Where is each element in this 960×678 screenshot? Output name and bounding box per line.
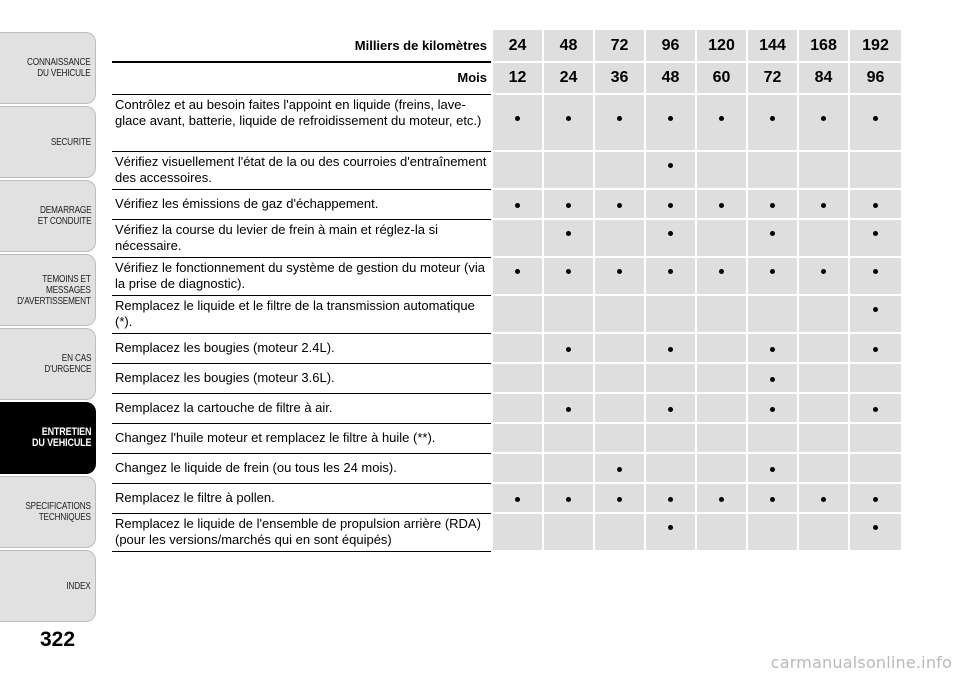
schedule-cell	[747, 219, 798, 257]
service-required-dot-icon	[821, 116, 826, 121]
service-description: Remplacez le liquide et le filtre de la transmission automatique (*).	[112, 295, 492, 333]
schedule-cell	[492, 94, 543, 151]
schedule-cell	[696, 257, 747, 295]
service-required-dot-icon	[873, 203, 878, 208]
schedule-cell	[849, 151, 902, 189]
schedule-cell	[492, 513, 543, 551]
schedule-cell	[849, 513, 902, 551]
service-required-dot-icon	[566, 231, 571, 236]
schedule-cell	[645, 295, 696, 333]
table-row	[112, 333, 902, 363]
service-required-dot-icon	[873, 231, 878, 236]
service-required-dot-icon	[668, 203, 673, 208]
schedule-cell	[492, 219, 543, 257]
schedule-cell	[645, 423, 696, 453]
service-required-dot-icon	[566, 407, 571, 412]
schedule-cell	[798, 423, 849, 453]
schedule-cell	[543, 151, 594, 189]
header-month-value: 60	[696, 62, 747, 94]
schedule-cell	[543, 333, 594, 363]
table-row	[112, 423, 902, 453]
schedule-cell	[594, 219, 645, 257]
schedule-cell	[696, 219, 747, 257]
service-required-dot-icon	[515, 203, 520, 208]
service-required-dot-icon	[770, 231, 775, 236]
header-km-value: 144	[747, 30, 798, 62]
schedule-cell	[594, 363, 645, 393]
header-months-label: Mois	[112, 62, 492, 94]
schedule-cell	[849, 189, 902, 219]
schedule-cell	[492, 295, 543, 333]
header-km-value: 24	[492, 30, 543, 62]
tab-label: EN CAS D'URGENCE	[43, 353, 91, 375]
service-required-dot-icon	[617, 203, 622, 208]
schedule-cell	[798, 483, 849, 513]
schedule-cell	[849, 483, 902, 513]
tab-label: INDEX	[66, 580, 91, 592]
schedule-cell	[645, 94, 696, 151]
schedule-cell	[798, 513, 849, 551]
header-km-value: 168	[798, 30, 849, 62]
service-required-dot-icon	[770, 497, 775, 502]
service-required-dot-icon	[566, 269, 571, 274]
schedule-cell	[747, 453, 798, 483]
schedule-cell	[543, 483, 594, 513]
service-required-dot-icon	[617, 467, 622, 472]
schedule-cell	[747, 393, 798, 423]
schedule-cell	[594, 393, 645, 423]
schedule-cell	[747, 483, 798, 513]
schedule-cell	[492, 453, 543, 483]
schedule-cell	[594, 333, 645, 363]
service-required-dot-icon	[719, 116, 724, 121]
service-required-dot-icon	[515, 116, 520, 121]
schedule-cell	[594, 513, 645, 551]
table-row	[112, 453, 902, 483]
service-required-dot-icon	[719, 269, 724, 274]
schedule-cell	[798, 94, 849, 151]
tab-label: SPECIFICATIONS TECHNIQUES	[25, 501, 91, 523]
header-month-value: 72	[747, 62, 798, 94]
service-description: Remplacez les bougies (moteur 2.4L).	[112, 333, 492, 363]
header-month-value: 12	[492, 62, 543, 94]
schedule-cell	[849, 333, 902, 363]
schedule-cell	[492, 333, 543, 363]
schedule-cell	[849, 94, 902, 151]
schedule-cell	[594, 257, 645, 295]
tab-en-cas-d-urgence[interactable]	[0, 328, 96, 400]
service-description: Vérifiez le fonctionnement du système de gestion du moteur (via la prise de diagnostic).	[112, 257, 492, 295]
schedule-cell	[798, 151, 849, 189]
schedule-cell	[543, 219, 594, 257]
service-required-dot-icon	[566, 347, 571, 352]
schedule-cell	[594, 151, 645, 189]
service-description: Changez le liquide de frein (ou tous les 24 mois).	[112, 453, 492, 483]
schedule-cell	[798, 189, 849, 219]
service-required-dot-icon	[821, 269, 826, 274]
service-description: Remplacez le liquide de l'ensemble de propulsion arrière (RDA) (pour les versions/marchés qui en sont équipés)	[112, 513, 492, 551]
service-required-dot-icon	[617, 269, 622, 274]
service-required-dot-icon	[515, 269, 520, 274]
schedule-cell	[645, 363, 696, 393]
schedule-cell	[492, 423, 543, 453]
schedule-cell	[747, 151, 798, 189]
schedule-cell	[747, 513, 798, 551]
tab-securite[interactable]	[0, 106, 96, 178]
schedule-cell	[645, 333, 696, 363]
schedule-cell	[747, 423, 798, 453]
service-required-dot-icon	[515, 497, 520, 502]
schedule-cell	[849, 257, 902, 295]
service-required-dot-icon	[668, 116, 673, 121]
schedule-cell	[645, 453, 696, 483]
header-km-value: 96	[645, 30, 696, 62]
header-row-kilometers	[112, 30, 902, 62]
schedule-cell	[543, 363, 594, 393]
table-row	[112, 393, 902, 423]
table-row	[112, 189, 902, 219]
service-description: Vérifiez visuellement l'état de la ou des courroies d'entraînement des accessoires.	[112, 151, 492, 189]
schedule-cell	[543, 94, 594, 151]
service-required-dot-icon	[668, 269, 673, 274]
schedule-cell	[492, 363, 543, 393]
header-month-value: 96	[849, 62, 902, 94]
schedule-cell	[543, 295, 594, 333]
schedule-cell	[594, 453, 645, 483]
tab-label: CONNAISSANCE DU VEHICULE	[27, 57, 91, 79]
table-row	[112, 219, 902, 257]
table-row	[112, 363, 902, 393]
chapter-tabs	[0, 0, 98, 678]
tab-label: TEMOINS ET MESSAGES D'AVERTISSEMENT	[17, 273, 91, 307]
service-required-dot-icon	[873, 525, 878, 530]
service-description: Remplacez les bougies (moteur 3.6L).	[112, 363, 492, 393]
header-month-value: 48	[645, 62, 696, 94]
schedule-cell	[645, 483, 696, 513]
schedule-cell	[543, 257, 594, 295]
schedule-cell	[747, 363, 798, 393]
service-required-dot-icon	[617, 116, 622, 121]
service-description: Vérifiez la course du levier de frein à main et réglez-la si nécessaire.	[112, 219, 492, 257]
service-required-dot-icon	[821, 497, 826, 502]
page-number: 322	[40, 628, 76, 651]
service-required-dot-icon	[668, 525, 673, 530]
header-month-value: 36	[594, 62, 645, 94]
schedule-cell	[747, 333, 798, 363]
schedule-cell	[849, 453, 902, 483]
schedule-cell	[594, 189, 645, 219]
service-required-dot-icon	[770, 377, 775, 382]
schedule-cell	[492, 151, 543, 189]
tab-index[interactable]	[0, 550, 96, 622]
tab-label: ENTRETIEN DU VEHICULE	[31, 426, 91, 449]
schedule-cell	[594, 483, 645, 513]
table-row	[112, 295, 902, 333]
service-required-dot-icon	[566, 497, 571, 502]
service-required-dot-icon	[719, 203, 724, 208]
maintenance-schedule-table	[112, 30, 902, 552]
header-km-label: Milliers de kilomètres	[354, 37, 487, 53]
header-month-value: 84	[798, 62, 849, 94]
schedule-cell	[747, 257, 798, 295]
schedule-cell	[543, 453, 594, 483]
header-km-value: 72	[594, 30, 645, 62]
service-required-dot-icon	[821, 203, 826, 208]
schedule-cell	[543, 513, 594, 551]
table-row	[112, 513, 902, 551]
tab-temoins-et-messages[interactable]	[0, 254, 96, 326]
tab-label: DEMARRAGE ET CONDUITE	[37, 205, 91, 227]
table-row	[112, 257, 902, 295]
service-required-dot-icon	[668, 231, 673, 236]
schedule-cell	[747, 94, 798, 151]
service-description: Changez l'huile moteur et remplacez le filtre à huile (**).	[112, 423, 492, 453]
service-description: Remplacez le filtre à pollen.	[112, 483, 492, 513]
service-description: Remplacez la cartouche de filtre à air.	[112, 393, 492, 423]
service-required-dot-icon	[566, 203, 571, 208]
service-required-dot-icon	[668, 407, 673, 412]
service-required-dot-icon	[770, 269, 775, 274]
schedule-cell	[645, 151, 696, 189]
service-required-dot-icon	[770, 467, 775, 472]
schedule-cell	[645, 257, 696, 295]
schedule-cell	[645, 513, 696, 551]
header-row-months	[112, 62, 902, 94]
schedule-cell	[696, 393, 747, 423]
header-km-value: 48	[543, 30, 594, 62]
schedule-cell	[849, 219, 902, 257]
schedule-cell	[696, 94, 747, 151]
service-required-dot-icon	[617, 497, 622, 502]
table-row	[112, 94, 902, 151]
schedule-cell	[747, 295, 798, 333]
schedule-cell	[798, 363, 849, 393]
schedule-cell	[849, 423, 902, 453]
tab-connaissance-du-vehicule[interactable]	[0, 32, 96, 104]
service-required-dot-icon	[770, 203, 775, 208]
schedule-cell	[492, 483, 543, 513]
service-required-dot-icon	[873, 269, 878, 274]
table-row	[112, 483, 902, 513]
schedule-cell	[594, 295, 645, 333]
schedule-cell	[849, 393, 902, 423]
schedule-cell	[696, 189, 747, 219]
header-month-value: 24	[543, 62, 594, 94]
schedule-cell	[696, 453, 747, 483]
schedule-cell	[696, 483, 747, 513]
service-required-dot-icon	[873, 407, 878, 412]
schedule-cell	[798, 393, 849, 423]
table-row	[112, 151, 902, 189]
tab-entretien-du-vehicule[interactable]	[0, 402, 96, 474]
schedule-cell	[492, 393, 543, 423]
schedule-cell	[645, 189, 696, 219]
schedule-cell	[798, 257, 849, 295]
schedule-cell	[696, 423, 747, 453]
service-required-dot-icon	[770, 407, 775, 412]
service-description: Contrôlez et au besoin faites l'appoint en liquide (freins, lave-glace avant, batterie, liquide de refroidissement du moteur, etc.)	[112, 94, 492, 151]
schedule-cell	[696, 151, 747, 189]
service-required-dot-icon	[719, 497, 724, 502]
schedule-cell	[543, 393, 594, 423]
schedule-cell	[696, 333, 747, 363]
schedule-cell	[696, 363, 747, 393]
schedule-cell	[645, 219, 696, 257]
tab-label: SECURITE	[50, 136, 91, 148]
schedule-cell	[543, 189, 594, 219]
schedule-cell	[492, 257, 543, 295]
schedule-cell	[798, 295, 849, 333]
schedule-cell	[594, 94, 645, 151]
schedule-cell	[747, 189, 798, 219]
service-required-dot-icon	[770, 347, 775, 352]
service-required-dot-icon	[668, 347, 673, 352]
service-required-dot-icon	[566, 116, 571, 121]
schedule-cell	[696, 513, 747, 551]
header-km-value: 120	[696, 30, 747, 62]
service-description: Vérifiez les émissions de gaz d'échappement.	[112, 189, 492, 219]
schedule-cell	[798, 219, 849, 257]
schedule-cell	[798, 453, 849, 483]
schedule-cell	[696, 295, 747, 333]
tab-specifications-techniques[interactable]	[0, 476, 96, 548]
schedule-cell	[645, 393, 696, 423]
service-required-dot-icon	[873, 497, 878, 502]
service-required-dot-icon	[668, 497, 673, 502]
schedule-cell	[849, 295, 902, 333]
schedule-cell	[798, 333, 849, 363]
service-required-dot-icon	[873, 116, 878, 121]
service-required-dot-icon	[770, 116, 775, 121]
schedule-cell	[594, 423, 645, 453]
schedule-cell	[849, 363, 902, 393]
service-required-dot-icon	[873, 347, 878, 352]
service-required-dot-icon	[668, 163, 673, 168]
schedule-cell	[543, 423, 594, 453]
service-required-dot-icon	[873, 307, 878, 312]
header-km-value: 192	[849, 30, 902, 62]
schedule-cell	[492, 189, 543, 219]
watermark: carmanualsonline.info	[770, 653, 952, 672]
tab-demarrage-et-conduite[interactable]	[0, 180, 96, 252]
